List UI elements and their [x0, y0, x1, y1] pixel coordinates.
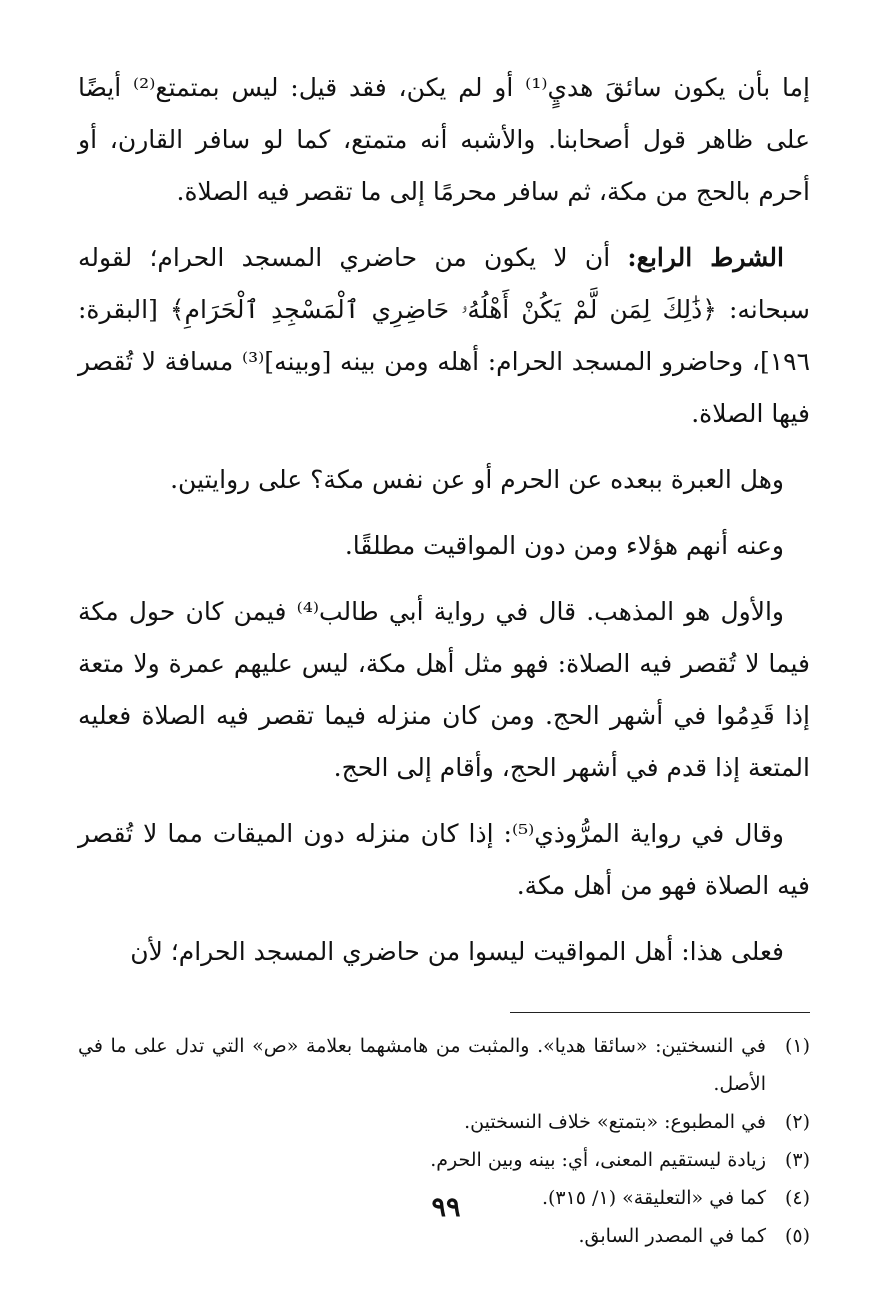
footnote-divider: [510, 1012, 810, 1013]
paragraph-4: وعنه أنهم هؤلاء ومن دون المواقيت مطلقًا.: [344, 531, 784, 560]
paragraph-6: وقال في رواية المرُّوذي⁽⁵⁾: إذا كان منزله دون الميقات مما لا تُقصر فيه الصلاة فهو من أهل مكة.: [78, 819, 810, 900]
footnote-text: زيادة ليستقيم المعنى، أي: بينه وبين الحرم.: [430, 1149, 766, 1171]
footnote-number: (٤): [784, 1187, 810, 1209]
footnote-text: كما في المصدر السابق.: [578, 1225, 766, 1247]
paragraph-2: [78, 232, 810, 440]
paragraph-5: والأول هو المذهب. قال في رواية أبي طالب⁽⁴⁾ فيمن كان حول مكة فيما لا تُقصر فيه الصلاة: فهو مثل أهل مكة، ليس عليهم عمرة ولا متعة إذا قَدِمُوا في أشهر الحج. ومن كان منزله فيما تقصر فيه الصلاة فعليه المتعة إذا قدم في أشهر الحج، وأقام إلى الحج.: [78, 597, 810, 782]
main-text: [78, 62, 810, 978]
paragraph-7: فعلى هذا: أهل المواقيت ليسوا من حاضري المسجد الحرام؛ لأن: [130, 937, 784, 966]
footnote-text: كما في «التعليقة» (١/ ٣١٥).: [541, 1187, 766, 1209]
footnote-text: في المطبوع: «بتمتع» خلاف النسختين.: [464, 1111, 766, 1133]
footnote-1: [78, 1027, 810, 1103]
footnote-number: (٢): [784, 1111, 810, 1133]
footnote-3: [78, 1141, 810, 1179]
footnote-text: في النسختين: «سائقا هديا». والمثبت من هامشهما بعلامة «ص» التي تدل على ما في الأصل.: [78, 1035, 766, 1095]
footnote-number: (٥): [784, 1225, 810, 1247]
paragraph-1: إما بأن يكون سائقَ هديٍ⁽¹⁾ أو لم يكن، فقد قيل: ليس بمتمتع⁽²⁾ أيضًا على ظاهر قول أصحابنا. والأشبه أنه متمتع، كما لو سافر القارن، أو أحرم بالحج من مكة، ثم سافر محرمًا إلى ما تقصر فيه الصلاة.: [78, 73, 810, 206]
footnote-number: (١): [784, 1035, 810, 1057]
paragraph-3: وهل العبرة ببعده عن الحرم أو عن نفس مكة؟ على روايتين.: [170, 465, 784, 494]
footnote-2: [78, 1103, 810, 1141]
footnote-number: (٣): [784, 1149, 810, 1171]
paragraph-2-text: أن لا يكون من حاضري المسجد الحرام؛ لقوله سبحانه: ﴿ذَٰلِكَ لِمَن لَّمْ يَكُنْ أَهْلُهُۥ حَاضِرِي ٱلْمَسْجِدِ ٱلْحَرَامِ﴾ [البقرة: ١٩٦]، وحاضرو المسجد الحرام: أهله ومن بينه [وبينه]⁽³⁾ مسافة لا تُقصر فيها الصلاة.: [78, 243, 811, 428]
page-number: ٩٩: [431, 1192, 461, 1223]
condition-heading: الشرط الرابع:: [627, 243, 784, 272]
